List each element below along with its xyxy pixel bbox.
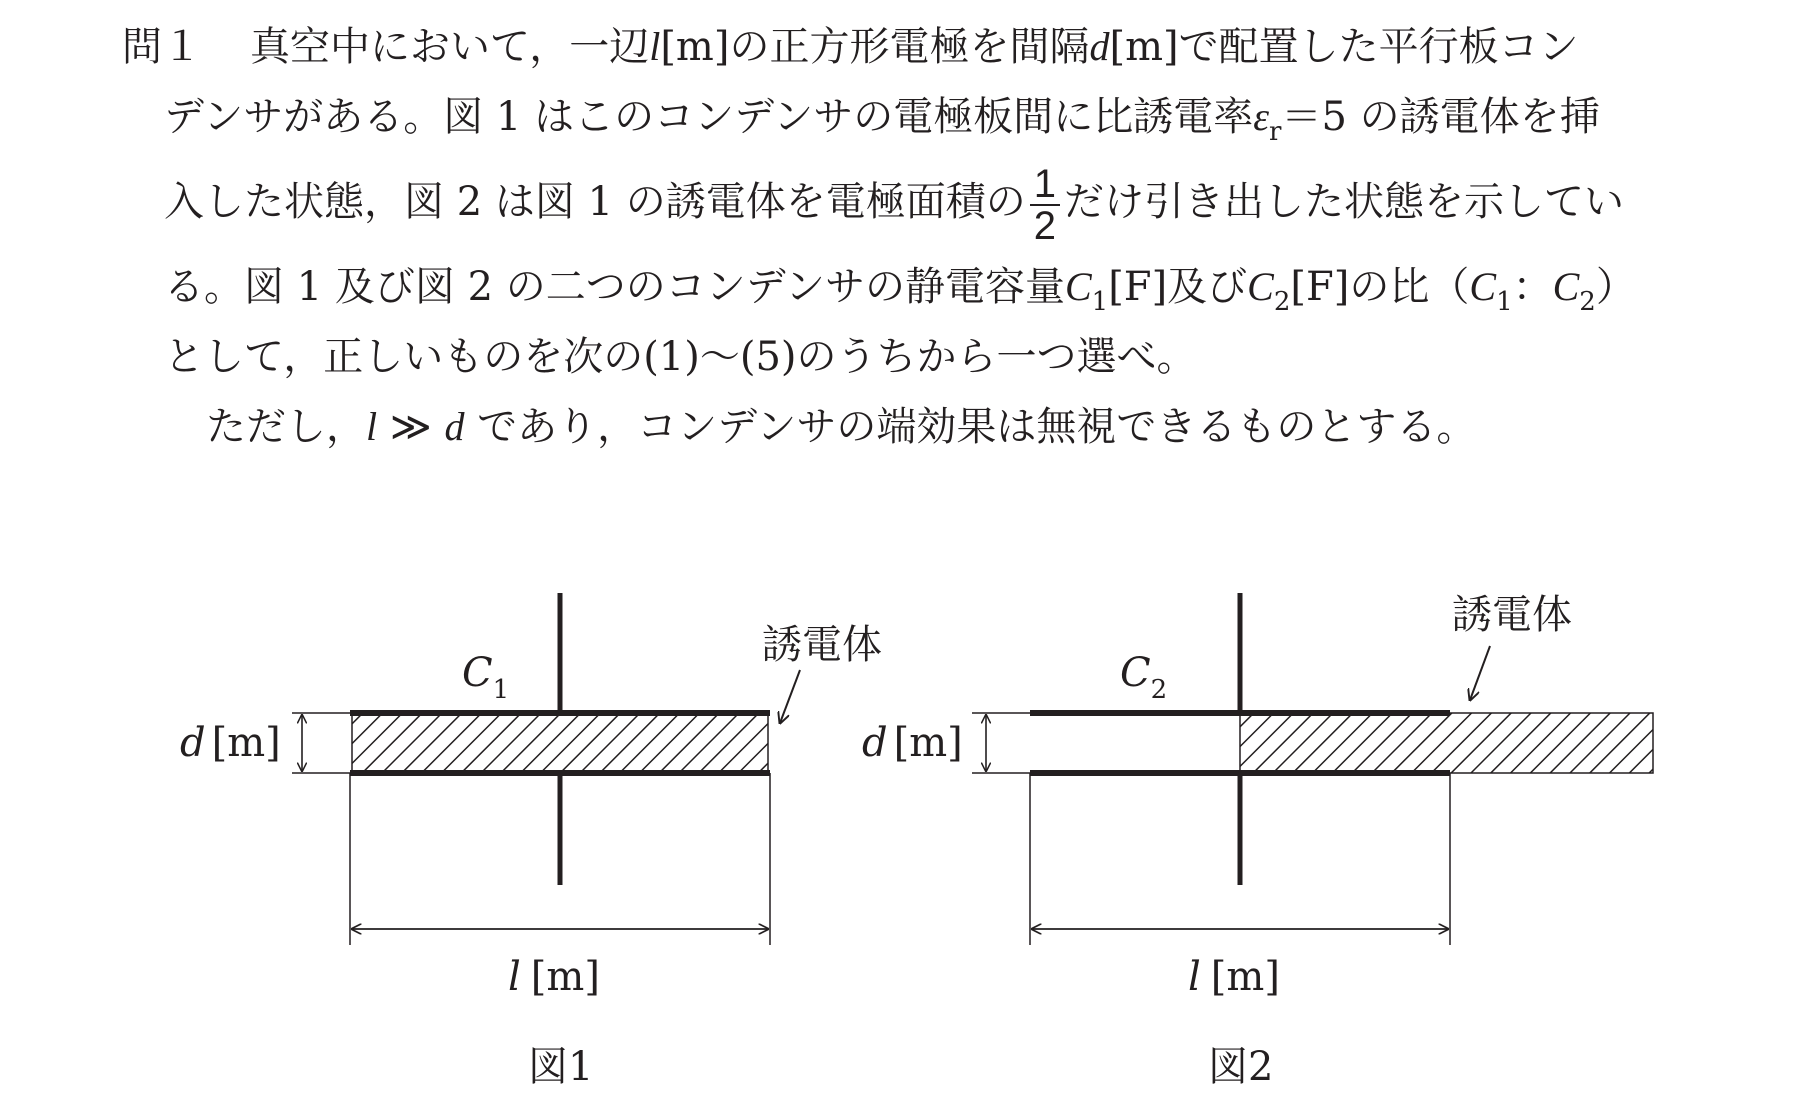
figure-1: [180, 593, 882, 1090]
dielectric-pointer-fig1: [780, 670, 800, 723]
problem-line-3: 入した状態，図 2 は図 1 の誘電体を電極面積の $\frac{1}{2}$ だけ引き出した状態を示してい: [164, 162, 1625, 248]
capacitor-figures: [0, 560, 1800, 1113]
l-label-fig2: l [m]: [1188, 954, 1280, 1000]
problem-line-2: デンサがある。図 1 はこのコンデンサの電極板間に比誘電率$\varepsilon_r=5$ の誘電体を挿: [164, 94, 1600, 147]
dielectric-fig2: [1240, 713, 1653, 773]
dielectric-fig1: [352, 713, 768, 773]
dielectric-pointer-fig2: [1470, 646, 1490, 700]
d-label-fig1: d [m]: [180, 720, 281, 766]
cap-label-fig2: $C_2$: [1120, 650, 1168, 705]
dielectric-label-fig1: 誘電体: [762, 622, 882, 668]
epsilon-symbol: ε: [1253, 94, 1270, 139]
problem-line-4: る。図 1 及び図 2 の二つのコンデンサの静電容量$C_1[F]$及び$C_2[F]$の比（$C_1$：$C_2$）: [164, 264, 1636, 317]
figure-1-caption: 図1: [528, 1044, 594, 1090]
problem-line-1: 問１ 真空中において，一辺l[m]の正方形電極を間隔d[m]で配置した平行板コン: [122, 12, 1702, 82]
problem-text: [122, 12, 1702, 462]
problem-line-5: として，正しいものを次の(1)～(5)のうちから一つ選べ。: [164, 334, 1197, 380]
d-label-fig2: d [m]: [862, 720, 963, 766]
figure-2-caption: 図2: [1208, 1044, 1274, 1090]
figure-2: [862, 592, 1653, 1090]
l-label-fig1: l [m]: [508, 954, 600, 1000]
cap-label-fig1: $C_1$: [462, 650, 510, 705]
dielectric-label-fig2: 誘電体: [1452, 592, 1572, 638]
question-number: 問１: [122, 24, 202, 70]
problem-line-6: ただし，l ≫ d であり，コンデンサの端効果は無視できるものとする。: [206, 404, 1477, 450]
fraction-one-half: $\frac{1}{2}$: [1030, 164, 1060, 246]
